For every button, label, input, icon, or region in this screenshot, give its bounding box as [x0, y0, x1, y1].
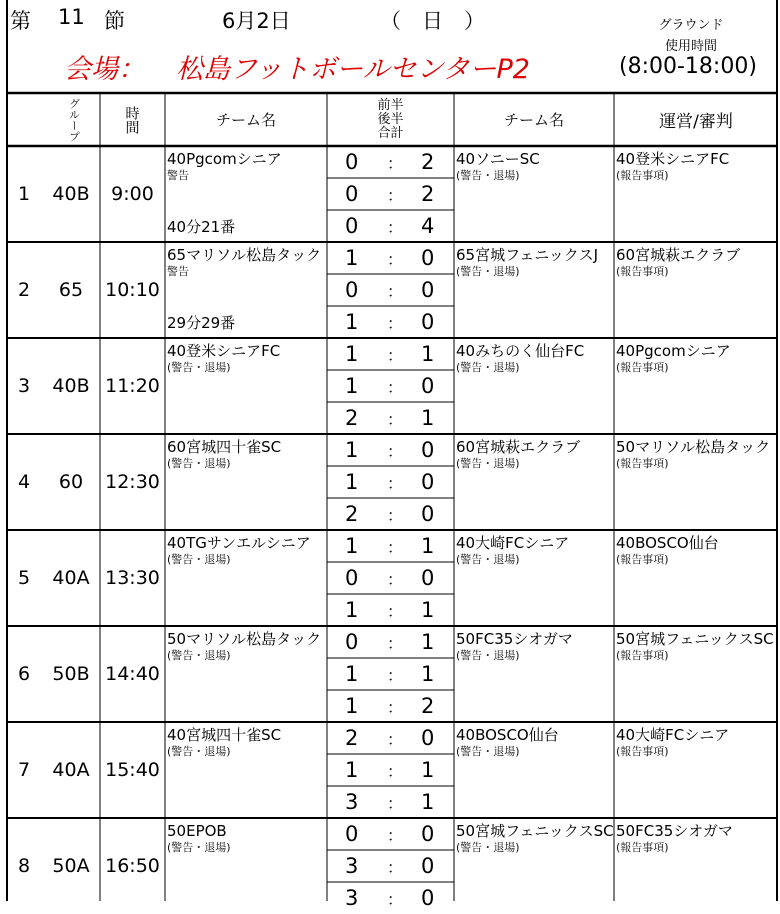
- score-sep: ：: [387, 313, 404, 333]
- home-team: 40TGサンエルシニア: [167, 534, 311, 552]
- referee-note: (報告事項): [616, 745, 669, 758]
- score-sep: ：: [387, 665, 404, 685]
- away-team: 40みちのく仙台FC: [456, 342, 585, 360]
- score-sep: ：: [387, 601, 404, 621]
- referee-note: (報告事項): [616, 265, 669, 278]
- referee-team: 50マリソル松島タック: [616, 438, 771, 456]
- venue-label: 会場：: [64, 54, 145, 85]
- match-number: 2: [17, 279, 31, 301]
- score-away: 1: [421, 598, 435, 622]
- match-group: 65: [58, 279, 84, 301]
- score-sep: ：: [387, 569, 404, 589]
- score-home: 0: [345, 630, 359, 654]
- score-sep: ：: [387, 697, 404, 717]
- hours-value: (8:00-18:00): [619, 54, 757, 79]
- col-score: 前半 後半 合計: [377, 97, 404, 141]
- score-home: 1: [345, 662, 359, 686]
- referee-team: 40大崎FCシニア: [616, 726, 730, 744]
- match-number: 4: [17, 471, 31, 493]
- match-number: 7: [17, 759, 31, 781]
- score-away: 4: [421, 214, 435, 238]
- match-date: 6月2日: [222, 9, 291, 33]
- referee-note: (報告事項): [616, 841, 669, 854]
- score-away: 1: [421, 758, 435, 782]
- score-sep: ：: [387, 505, 404, 525]
- score-home: 0: [345, 822, 359, 846]
- score-away: 2: [421, 182, 435, 206]
- home-team: 40Pgcomシニア: [167, 150, 282, 168]
- score-away: 1: [421, 630, 435, 654]
- score-away: 0: [421, 438, 435, 462]
- score-home: 2: [345, 502, 359, 526]
- score-home: 3: [345, 790, 359, 814]
- score-home: 3: [345, 854, 359, 878]
- col-group: グループ: [67, 97, 81, 142]
- venue-name: 松島フットボールセンターP2: [176, 54, 530, 85]
- match-time: 13:30: [105, 567, 160, 589]
- away-note: (警告・退場): [456, 649, 520, 662]
- home-extra: 40分21番: [167, 218, 236, 236]
- away-team: 40大崎FCシニア: [456, 534, 570, 552]
- away-note: (警告・退場): [456, 169, 520, 182]
- score-home: 1: [345, 598, 359, 622]
- hours-label-2: 使用時間: [664, 39, 717, 54]
- home-note: (警告・退場): [167, 649, 231, 662]
- score-away: 0: [421, 374, 435, 398]
- col-referee: 運営/審判: [659, 112, 733, 132]
- score-sep: ：: [387, 217, 404, 237]
- away-note: (警告・退場): [456, 841, 520, 854]
- score-away: 0: [421, 278, 435, 302]
- home-note: (警告・退場): [167, 841, 231, 854]
- home-team: 50EPOB: [167, 822, 227, 840]
- score-home: 0: [345, 566, 359, 590]
- match-time: 11:20: [105, 375, 160, 397]
- away-note: (警告・退場): [456, 745, 520, 758]
- match-time: 14:40: [105, 663, 160, 685]
- home-team: 65マリソル松島タック: [167, 246, 322, 264]
- match-group: 40A: [52, 759, 90, 781]
- home-extra: 29分29番: [167, 314, 236, 332]
- score-home: 2: [345, 726, 359, 750]
- referee-note: (報告事項): [616, 361, 669, 374]
- home-note: 警告: [167, 169, 189, 182]
- away-team: 60宮城萩エクラブ: [456, 438, 581, 456]
- referee-team: 60宮城萩エクラブ: [616, 246, 741, 264]
- round-suffix: 節: [104, 9, 125, 33]
- home-team: 40宮城四十雀SC: [167, 726, 282, 744]
- col-time: 時間: [123, 105, 140, 134]
- score-sep: ：: [387, 889, 404, 909]
- score-sep: ：: [387, 729, 404, 749]
- match-time: 15:40: [105, 759, 160, 781]
- match-number: 5: [17, 567, 31, 589]
- score-home: 2: [345, 406, 359, 430]
- score-away: 1: [421, 342, 435, 366]
- match-number: 6: [17, 663, 31, 685]
- score-sep: ：: [387, 441, 404, 461]
- score-home: 1: [345, 438, 359, 462]
- home-note: (警告・退場): [167, 457, 231, 470]
- away-note: (警告・退場): [456, 457, 520, 470]
- score-sep: ：: [387, 153, 404, 173]
- score-home: 1: [345, 374, 359, 398]
- home-team: 60宮城四十雀SC: [167, 438, 282, 456]
- match-weekday: （ 日 ）: [380, 9, 485, 33]
- away-team: 50FC35シオガマ: [456, 630, 573, 648]
- referee-team: 40登米シニアFC: [616, 150, 730, 168]
- match-number: 3: [17, 375, 31, 397]
- score-sep: ：: [387, 249, 404, 269]
- score-home: 0: [345, 150, 359, 174]
- referee-note: (報告事項): [616, 553, 669, 566]
- match-time: 9:00: [111, 183, 154, 205]
- score-sep: ：: [387, 345, 404, 365]
- score-away: 1: [421, 662, 435, 686]
- referee-team: 40BOSCO仙台: [616, 534, 719, 552]
- score-away: 0: [421, 854, 435, 878]
- match-group: 50B: [52, 663, 90, 685]
- referee-note: (報告事項): [616, 169, 669, 182]
- away-team: 50宮城フェニックスSC: [456, 822, 614, 840]
- score-sep: ：: [387, 409, 404, 429]
- score-sep: ：: [387, 185, 404, 205]
- col-team-away: チーム名: [503, 111, 564, 129]
- away-team: 40BOSCO仙台: [456, 726, 559, 744]
- match-group: 40B: [52, 375, 90, 397]
- match-group: 40A: [52, 567, 90, 589]
- score-away: 2: [421, 150, 435, 174]
- referee-team: 40Pgcomシニア: [616, 342, 731, 360]
- home-note: (警告・退場): [167, 361, 231, 374]
- score-home: 0: [345, 278, 359, 302]
- home-team: 40登米シニアFC: [167, 342, 281, 360]
- schedule-sheet: [6, 0, 778, 910]
- score-home: 1: [345, 470, 359, 494]
- away-team: 65宮城フェニックスJ: [456, 246, 599, 264]
- score-sep: ：: [387, 793, 404, 813]
- score-away: 1: [421, 534, 435, 558]
- score-home: 1: [345, 758, 359, 782]
- score-home: 1: [345, 246, 359, 270]
- score-away: 0: [421, 726, 435, 750]
- score-sep: ：: [387, 281, 404, 301]
- match-time: 12:30: [105, 471, 160, 493]
- match-group: 60: [58, 471, 84, 493]
- score-home: 1: [345, 694, 359, 718]
- score-away: 0: [421, 310, 435, 334]
- table-grid: [6, 0, 778, 901]
- referee-note: (報告事項): [616, 457, 669, 470]
- referee-note: (報告事項): [616, 649, 669, 662]
- match-time: 16:50: [105, 855, 160, 877]
- match-group: 40B: [52, 183, 90, 205]
- away-note: (警告・退場): [456, 265, 520, 278]
- round-prefix: 第: [10, 9, 31, 33]
- score-away: 0: [421, 470, 435, 494]
- score-home: 0: [345, 182, 359, 206]
- score-away: 0: [421, 886, 435, 910]
- match-number: 1: [17, 183, 31, 205]
- score-sep: ：: [387, 537, 404, 557]
- col-team-home: チーム名: [215, 111, 276, 129]
- hours-label-1: グラウンド: [658, 18, 724, 33]
- home-note: (警告・退場): [167, 745, 231, 758]
- score-sep: ：: [387, 761, 404, 781]
- score-home: 1: [345, 342, 359, 366]
- score-sep: ：: [387, 473, 404, 493]
- score-away: 0: [421, 502, 435, 526]
- score-sep: ：: [387, 377, 404, 397]
- round-number: 11: [58, 5, 85, 29]
- score-away: 2: [421, 694, 435, 718]
- match-group: 50A: [52, 855, 90, 877]
- score-home: 0: [345, 214, 359, 238]
- score-away: 1: [421, 406, 435, 430]
- score-away: 0: [421, 246, 435, 270]
- away-team: 40ソニーSC: [456, 150, 540, 168]
- match-time: 10:10: [105, 279, 160, 301]
- score-home: 3: [345, 886, 359, 910]
- home-note: (警告・退場): [167, 553, 231, 566]
- score-away: 0: [421, 822, 435, 846]
- referee-team: 50FC35シオガマ: [616, 822, 733, 840]
- home-team: 50マリソル松島タック: [167, 630, 322, 648]
- home-note: 警告: [167, 265, 189, 278]
- score-away: 1: [421, 790, 435, 814]
- away-note: (警告・退場): [456, 361, 520, 374]
- score-home: 1: [345, 310, 359, 334]
- score-sep: ：: [387, 633, 404, 653]
- match-number: 8: [17, 855, 31, 877]
- score-sep: ：: [387, 825, 404, 845]
- score-away: 0: [421, 566, 435, 590]
- away-note: (警告・退場): [456, 553, 520, 566]
- referee-team: 50宮城フェニックスSC: [616, 630, 774, 648]
- score-sep: ：: [387, 857, 404, 877]
- score-home: 1: [345, 534, 359, 558]
